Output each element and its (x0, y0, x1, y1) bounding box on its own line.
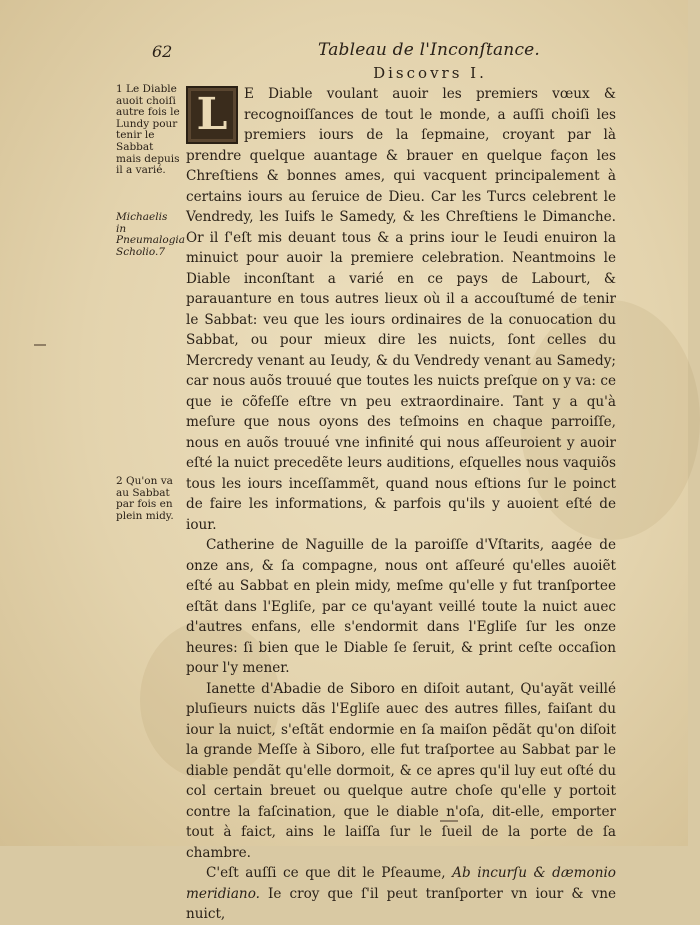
paragraph-1 (186, 84, 616, 535)
section-title: Discovrs I. (373, 64, 487, 82)
page-header (0, 40, 688, 64)
edge-mark (34, 344, 46, 346)
paragraph-4-after: Ie croy que ſ'il peut tranſporter vn iour & vne nuict, (186, 885, 616, 922)
page-number: 62 (152, 42, 173, 61)
latin-quote: Ab incurſu & dæmonio meridiano. (186, 865, 616, 902)
paragraph-2: Catherine de Naguille de la paroiſſe d'Vſtarits, aagée de onze ans, & ſa compagne, nous ont aſſeuré qu'elles auoiẽt eſté au Sabbat en plein midy, meſme qu'elle y fut tranſportee eſtãt dans l'Egliſe, par ce qu'ayant veillé toute la nuict auec d'autres enfans, elle s'endormit dans l'Egliſe ſur les onze heures: ſi bien que le Diable ſe ſeruit, & print ceſte occaſion pour l'y mener. (186, 537, 616, 676)
drop-cap: L (186, 86, 238, 144)
paragraph-1-text: E Diable voulant auoir les premiers vœux & recognoiſſances de tout le monde, a auſſi choiſi les premiers iours de la ſepmaine, croyant par là prendre quelque auantage & brauer en quelque façon les Chreſtiens & bonnes ames, qui vacquent principalement à certains iours au ſeruice de Dieu. Car les Turcs celebrent le Vendredy, les Iuifs le Samedy, & les Chreſtiens le Dimanche. Or il ſ'eſt mis deuant tous & a prins iour le Ieudi enuiron la minuict pour auoir la premiere celebration. Neantmoins le Diable inconſtant a varié en ce pays de Labourt, & parauanture en tous autres lieux où il a accouſtumé de tenir le Sabbat: veu que les iours ordinaires de la conuocation du Sabbat, ou pour mieux dire les nuicts, ſont celles du Mercredy venant au Ieudy, & du Vendredy venant au Samedy; car nous auõs trouué que toutes les nuicts preſque on y va: ce que ie cõfeſſe eſtre vn peu extraordinaire. Tant y a qu'à meſure que nous oyons des teſmoins en chaque parroiſſe, nous en auõs trouué vne infinité qui nous aſſeuroient y auoir eſté la nuict precedẽte leurs auditions, eſquelles nous vaquiõs tous les iours inceſſammẽt, quand nous eſtions ſur le poinct de faire les informations, & parfois qu'ils y auoient eſté de iour. (186, 86, 616, 533)
running-title: Tableau de l'Inconſtance. (318, 40, 541, 60)
paragraph-3: Ianette d'Abadie de Siboro en diſoit autant, Qu'ayãt veillé pluſieurs nuicts dãs l'Egliſe auec des autres filles, faiſant du iour la nuict, s'eſtãt endormie en ſa maiſon pẽdãt qu'on diſoit la grande Meſſe à Siboro, elle fut traſportee au Sabbat par le diable pendãt qu'elle dormoit, & ce apres qu'il luy eut oſté du col certain breuet ou quelque autre choſe qu'elle y portoit contre la faſcination, que le diable n'oſa, dit-elle, emporter tout à faict, ains le laiſſa ſur le ſueil de la porte de ſa chambre. (186, 680, 616, 861)
paragraph-4 (186, 863, 616, 925)
margin-note-1: 1 Le Diable auoit choiſi autre fois le Lundy pour tenir le Sabbat mais depuis il a varié. (116, 83, 180, 177)
margin-note-2: 2 Qu'on va au Sabbat par fois en plein midy. (116, 475, 174, 522)
margin-note-citation: Michaelis in Pneumalogia Scholio.7 (116, 211, 186, 258)
body-text (186, 84, 616, 925)
paragraph-4-before: C'eſt auſſi ce que dit le Pſeaume, (206, 865, 453, 881)
edge-mark (440, 820, 458, 822)
